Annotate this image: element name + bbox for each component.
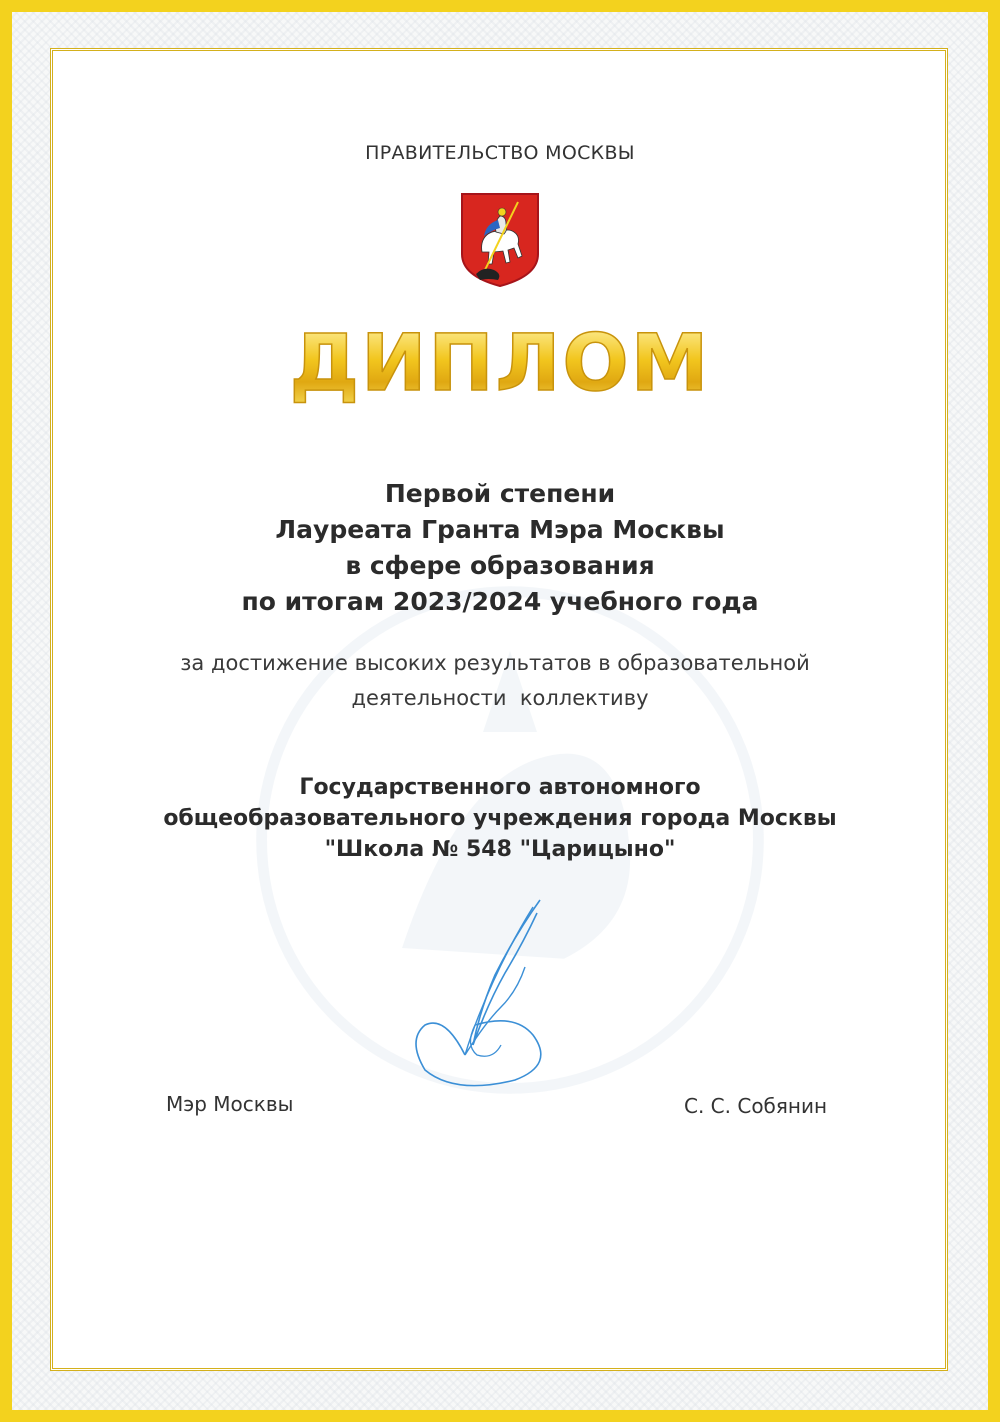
award-field: в сфере образования (345, 551, 655, 580)
award-block (0, 476, 1000, 620)
reason-block (0, 646, 1000, 716)
signatory-name: С. С. Собянин (684, 1094, 828, 1118)
organization-line-3: "Школа № 548 "Царицыно" (324, 837, 676, 862)
reason-line-1: за достижение высоких результатов в образовательной (180, 651, 810, 675)
award-laureate: Лауреата Гранта Мэра Москвы (275, 515, 725, 544)
handwritten-signature-icon (405, 895, 565, 1095)
organization-block (0, 772, 1000, 865)
award-year: по итогам 2023/2024 учебного года (241, 587, 759, 616)
government-header: ПРАВИТЕЛЬСТВО МОСКВЫ (365, 142, 635, 164)
reason-line-2: деятельности коллективу (351, 686, 649, 710)
organization-line-2: общеобразовательного учреждения города Москвы (163, 806, 837, 831)
organization-line-1: Государственного автономного (299, 775, 701, 800)
award-degree: Первой степени (384, 479, 616, 508)
moscow-coat-of-arms-icon (458, 192, 542, 288)
diploma-title-text: ДИПЛОМ (289, 319, 711, 408)
diploma-title (0, 318, 1000, 408)
signatory-position: Мэр Москвы (166, 1092, 294, 1116)
